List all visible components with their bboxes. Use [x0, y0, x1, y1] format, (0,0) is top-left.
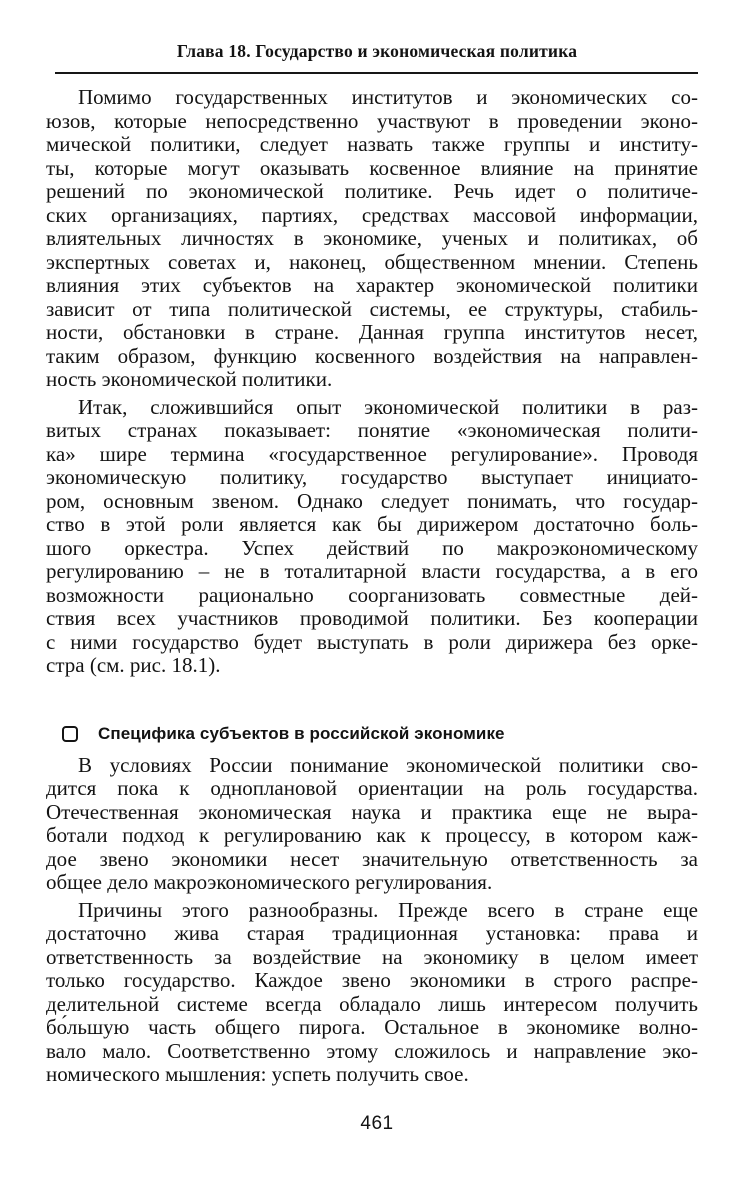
running-head: Глава 18. Государство и экономическая политика [176, 41, 578, 61]
header-rule [55, 72, 698, 74]
text-line: Причины этого разнообразны. Прежде всего в стране еще [78, 897, 698, 922]
text-line: экспертных советах и, наконец, общественном мнении. Степень [46, 249, 698, 274]
paragraph [46, 754, 698, 895]
text-line: ствия всех участников проводимой политики. Без кооперации [46, 606, 698, 630]
text-line: делительной системе всегда обладало лишь интересом получить [46, 991, 698, 1016]
text-line: витых странах показывает: понятие «экономическая полити- [46, 418, 698, 442]
text-line: ты, которые могут оказывать косвенное влияние на принятие [46, 155, 698, 180]
text-line: юзов, которые непосредственно участвуют в проведении эконо- [46, 108, 698, 133]
text-line: с ними государство будет выступать в роли дирижера без орке- [46, 629, 698, 654]
paragraph [46, 396, 698, 678]
text-line: общее дело макроэкономического регулирования. [46, 870, 493, 894]
text-line: номического мышления: успеть получить свое. [46, 1062, 469, 1086]
text-line: ство в этой роли является как бы дирижером достаточно боль- [46, 512, 698, 536]
text-line: В условиях России понимание экономической политики сво- [78, 752, 698, 777]
text-line: только государство. Каждое звено экономики в строго распре- [46, 968, 698, 992]
text-line: ботали подход к регулированию как к процессу, в котором каж- [46, 823, 698, 847]
text-line: бо́льшую часть общего пирога. Остальное в экономике волно- [46, 1015, 698, 1039]
text-line: ских организациях, партиях, средствах массовой информации, [46, 202, 698, 227]
text-line: Итак, сложившийся опыт экономической политики в раз- [78, 394, 698, 419]
text-line: ка» шире термина «государственное регулирование». Проводя [46, 441, 698, 466]
text-line: вало мало. Соответственно этому сложилось и направление эко- [46, 1038, 698, 1063]
text-line: ром, основным звеном. Однако следует понимать, что государ- [46, 488, 698, 513]
text-line: ности, обстановки в стране. Данная группа институтов несет, [46, 320, 698, 344]
section-heading [46, 724, 698, 744]
text-line: ответственность за воздействие на экономику в целом имеет [46, 944, 698, 969]
text-line: таким образом, функцию косвенного воздействия на направлен- [46, 343, 698, 368]
text-line: возможности рационально соорганизовать совместные дей- [46, 582, 698, 607]
text-line: мической политики, следует назвать также группы и институ- [46, 132, 698, 156]
square-bullet-icon [62, 726, 78, 742]
page-number: 461 [360, 1113, 394, 1134]
section-heading-text: Специфика субъектов в российской экономике [98, 723, 505, 743]
text-line: ность экономической политики. [46, 367, 333, 391]
text-line: дое звено экономики несет значительную ответственность за [46, 846, 698, 871]
text-line: влиятельных личностях в экономике, ученых и политиках, об [46, 226, 698, 250]
text-line: стра (см. рис. 18.1). [46, 653, 221, 677]
text-line: шого оркестра. Успех действий по макроэкономическому [46, 535, 698, 560]
page-body [46, 86, 698, 1091]
text-line: экономическую политику, государство выступает инициато- [46, 465, 698, 489]
text-line: влияния этих субъектов на характер экономической политики [46, 273, 698, 297]
text-line: достаточно жива старая традиционная установка: права и [46, 921, 698, 945]
text-line: решений по экономической политике. Речь идет о политиче- [46, 179, 698, 203]
text-line: зависит от типа политической системы, ее структуры, стабиль- [46, 296, 698, 321]
paragraph [46, 899, 698, 1087]
text-line: Помимо государственных институтов и экономических со- [78, 85, 698, 109]
text-line: дится пока к одноплановой ориентации на роль государства. [46, 776, 698, 800]
paragraph [46, 86, 698, 392]
text-line: регулированию – не в тоталитарной власти государства, а в его [46, 559, 698, 583]
text-line: Отечественная экономическая наука и практика еще не выра- [46, 799, 698, 824]
